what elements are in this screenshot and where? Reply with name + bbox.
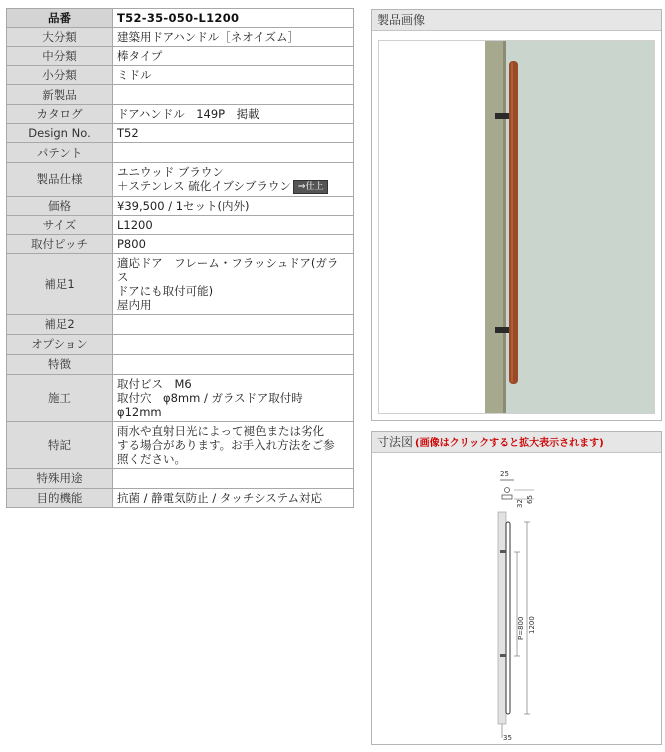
dimension-svg bbox=[372, 462, 661, 744]
spec-value: P800 bbox=[113, 234, 354, 253]
dim-length: 1200 bbox=[528, 616, 536, 634]
dimension-drawing[interactable] bbox=[372, 462, 661, 744]
product-image-title: 製品画像 bbox=[372, 10, 661, 31]
spec-value-line: 照ください。 bbox=[117, 451, 186, 466]
spec-value-line: ＋ステンレス 硫化イブシブラウン bbox=[117, 179, 291, 193]
glass-panel bbox=[505, 41, 654, 413]
spec-value-line: 屋内用 bbox=[117, 297, 152, 312]
spec-value-line: 雨水や直射日光によって褪色または劣化 bbox=[117, 423, 324, 438]
dim-bottom: 35 bbox=[503, 734, 512, 742]
spec-key: 小分類 bbox=[7, 66, 113, 85]
dim-offset-1: 32 bbox=[516, 499, 524, 508]
spec-value-line: 取付ビス M6 bbox=[117, 376, 192, 391]
spec-key: 中分類 bbox=[7, 47, 113, 66]
spec-key: 特殊用途 bbox=[7, 468, 113, 488]
spec-value bbox=[113, 253, 354, 314]
spec-row bbox=[7, 47, 354, 66]
spec-value bbox=[113, 163, 354, 197]
spec-value-line: ユニウッド ブラウン bbox=[117, 165, 224, 179]
spec-key: Design No. bbox=[7, 124, 113, 143]
spec-row bbox=[7, 28, 354, 47]
spec-key: 製品仕様 bbox=[7, 163, 113, 197]
spec-value bbox=[113, 314, 354, 334]
spec-value: 棒タイプ bbox=[113, 47, 354, 66]
dimension-title-text: 寸法図 bbox=[377, 435, 414, 449]
spec-row bbox=[7, 488, 354, 507]
spec-value: L1200 bbox=[113, 215, 354, 234]
spec-key: 大分類 bbox=[7, 28, 113, 47]
spec-value: ドアハンドル 149P 掲載 bbox=[113, 105, 354, 124]
spec-row bbox=[7, 105, 354, 124]
door-frame bbox=[485, 41, 505, 413]
spec-value-line: 適応ドア フレーム・フラッシュドア(ガラス bbox=[117, 255, 339, 284]
spec-key: 施工 bbox=[7, 374, 113, 421]
spec-key: 補足1 bbox=[7, 253, 113, 314]
spec-key: 特徴 bbox=[7, 354, 113, 374]
spec-value: 建築用ドアハンドル［ネオイズム］ bbox=[113, 28, 354, 47]
spec-value bbox=[113, 468, 354, 488]
product-image-panel bbox=[371, 9, 662, 421]
spec-key: カタログ bbox=[7, 105, 113, 124]
spec-value: T52 bbox=[113, 124, 354, 143]
spec-value-line: 取付穴 φ8mm / ガラスドア取付時 bbox=[117, 390, 303, 405]
spec-table bbox=[6, 8, 354, 508]
spec-value bbox=[113, 334, 354, 354]
spec-value-line: ドアにも取付可能) bbox=[117, 283, 214, 298]
spec-row bbox=[7, 143, 354, 163]
spec-row bbox=[7, 196, 354, 215]
spec-value: ミドル bbox=[113, 66, 354, 85]
dim-offset-2: 65 bbox=[526, 495, 534, 504]
spec-key: 品番 bbox=[7, 9, 113, 28]
spec-value bbox=[113, 421, 354, 468]
spec-key: 目的機能 bbox=[7, 488, 113, 507]
spec-value bbox=[113, 354, 354, 374]
spec-row bbox=[7, 354, 354, 374]
dim-pitch: P=800 bbox=[517, 616, 525, 640]
spec-row bbox=[7, 253, 354, 314]
spec-key: サイズ bbox=[7, 215, 113, 234]
product-image[interactable] bbox=[378, 40, 655, 414]
spec-value bbox=[113, 143, 354, 163]
spec-row bbox=[7, 374, 354, 421]
finish-button[interactable]: ⇒仕上 bbox=[293, 180, 329, 194]
spec-row bbox=[7, 421, 354, 468]
spec-row-header bbox=[7, 9, 354, 28]
spec-key: 特記 bbox=[7, 421, 113, 468]
spec-row bbox=[7, 163, 354, 197]
spec-row bbox=[7, 314, 354, 334]
spec-row bbox=[7, 85, 354, 105]
spec-row bbox=[7, 468, 354, 488]
spec-key: 取付ピッチ bbox=[7, 234, 113, 253]
spec-row bbox=[7, 215, 354, 234]
dimension-title bbox=[372, 432, 661, 453]
product-photo-svg bbox=[379, 41, 654, 413]
spec-value-line-wrap bbox=[117, 179, 349, 194]
spec-value: T52-35-050-L1200 bbox=[113, 9, 354, 28]
spec-row bbox=[7, 66, 354, 85]
spec-value: ¥39,500 / 1セット(内外) bbox=[113, 196, 354, 215]
spec-key: 補足2 bbox=[7, 314, 113, 334]
spec-key: オプション bbox=[7, 334, 113, 354]
dimension-panel bbox=[371, 431, 662, 745]
spec-value-line: する場合があります。お手入れ方法をご参 bbox=[117, 437, 335, 452]
spec-row bbox=[7, 124, 354, 143]
spec-row bbox=[7, 234, 354, 253]
spec-key: 新製品 bbox=[7, 85, 113, 105]
spec-key: パテント bbox=[7, 143, 113, 163]
spec-value bbox=[113, 374, 354, 421]
spec-key: 価格 bbox=[7, 196, 113, 215]
spec-row bbox=[7, 334, 354, 354]
spec-value-line: φ12mm bbox=[117, 404, 162, 419]
dimension-note: (画像はクリックすると拡大表示されます) bbox=[415, 438, 604, 449]
dim-top: 25 bbox=[500, 470, 509, 478]
spec-value: 抗菌 / 静電気防止 / タッチシステム対応 bbox=[113, 488, 354, 507]
wood-bar-handle bbox=[509, 61, 518, 384]
spec-value bbox=[113, 85, 354, 105]
